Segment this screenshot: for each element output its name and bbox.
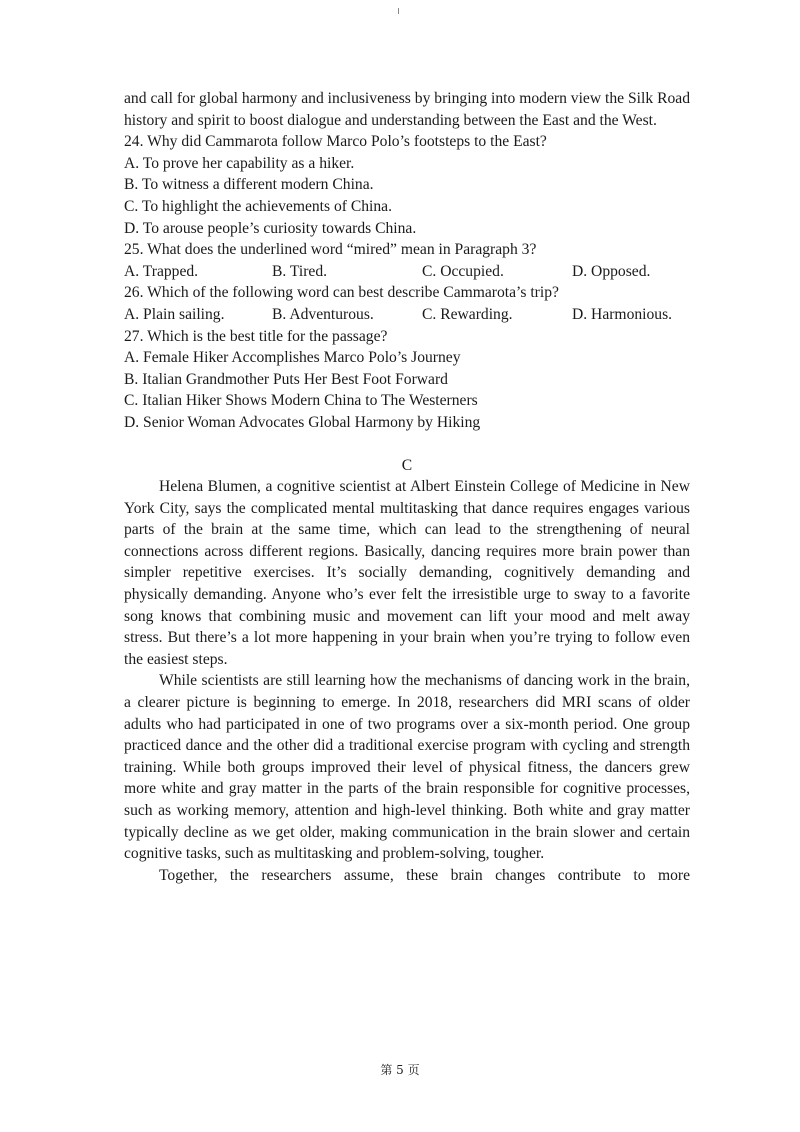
question-stem: 26. Which of the following word can best describe Cammarota’s trip? <box>124 284 559 302</box>
option-c: C. Rewarding. <box>422 305 513 323</box>
intro-paragraph: and call for global harmony and inclusiveness by bringing into modern view the Silk Road history and spirit to boost dialogue and understanding between the East and the West. <box>124 90 690 129</box>
question-24 <box>124 131 690 239</box>
option-row <box>124 304 690 326</box>
option-c: C. To highlight the achievements of China. <box>124 197 393 215</box>
question-26 <box>124 282 690 325</box>
section-heading: C <box>401 456 413 474</box>
option-row <box>124 261 690 283</box>
passage-paragraph-2: While scientists are still learning how the mechanisms of dancing work in the brain, a clearer picture is beginning to emerge. In 2018, researchers did MRI scans of older adults who had participated in one of two programs over a six-month period. One group practiced dance and the other did a traditional exercise program with cycling and strength training. While both groups improved their level of physical fitness, the dancers grew more white and gray matter in the parts of the brain responsible for cognitive processes, such as working memory, attention and high-level thinking. Both white and gray matter typically decline as we get older, making communication in the brain slower and certain cognitive tasks, such as multitasking and problem-solving, tougher. <box>124 672 690 863</box>
passage-paragraph-1: Helena Blumen, a cognitive scientist at Albert Einstein College of Medicine in New York City, says the complicated mental multitasking that dance requires engages various parts of the brain at the same time, which can lead to the strengthening of neural connections across different regions. Basically, dancing requires more brain power than simpler repetitive exercises. It’s socially demanding, cognitively demanding and physically demanding. Anyone who’s ever felt the irresistible urge to sway to a favorite song knows that combining music and movement can lift your mood and melt away stress. But there’s a lot more happening in your brain when you’re trying to follow even the easiest steps. <box>124 478 690 668</box>
document-page <box>124 88 690 886</box>
question-stem: 24. Why did Cammarota follow Marco Polo’s footsteps to the East? <box>124 133 547 151</box>
question-25 <box>124 239 690 282</box>
passage-paragraph-3: Together, the researchers assume, these brain changes contribute to more <box>159 866 690 884</box>
option-c: C. Italian Hiker Shows Modern China to The Westerners <box>124 392 478 410</box>
option-b: B. Tired. <box>272 262 328 280</box>
option-a: A. Trapped. <box>124 262 199 280</box>
option-d: D. Senior Woman Advocates Global Harmony by Hiking <box>124 413 481 431</box>
option-d: D. Opposed. <box>572 262 651 280</box>
option-d: D. Harmonious. <box>572 305 673 323</box>
option-b: B. To witness a different modern China. <box>124 176 374 194</box>
option-a: A. To prove her capability as a hiker. <box>124 154 355 172</box>
question-stem: 25. What does the underlined word “mired” mean in Paragraph 3? <box>124 241 537 259</box>
option-d: D. To arouse people’s curiosity towards China. <box>124 219 417 237</box>
page-top-mark <box>398 8 399 14</box>
page-number: 第 5 页 <box>380 1063 420 1077</box>
question-27 <box>124 326 690 434</box>
option-a: A. Plain sailing. <box>124 305 225 323</box>
option-b: B. Italian Grandmother Puts Her Best Foot Forward <box>124 370 448 388</box>
question-stem: 27. Which is the best title for the passage? <box>124 327 388 345</box>
option-a: A. Female Hiker Accomplishes Marco Polo’s Journey <box>124 349 461 367</box>
option-b: B. Adventurous. <box>272 305 374 323</box>
option-c: C. Occupied. <box>422 262 504 280</box>
